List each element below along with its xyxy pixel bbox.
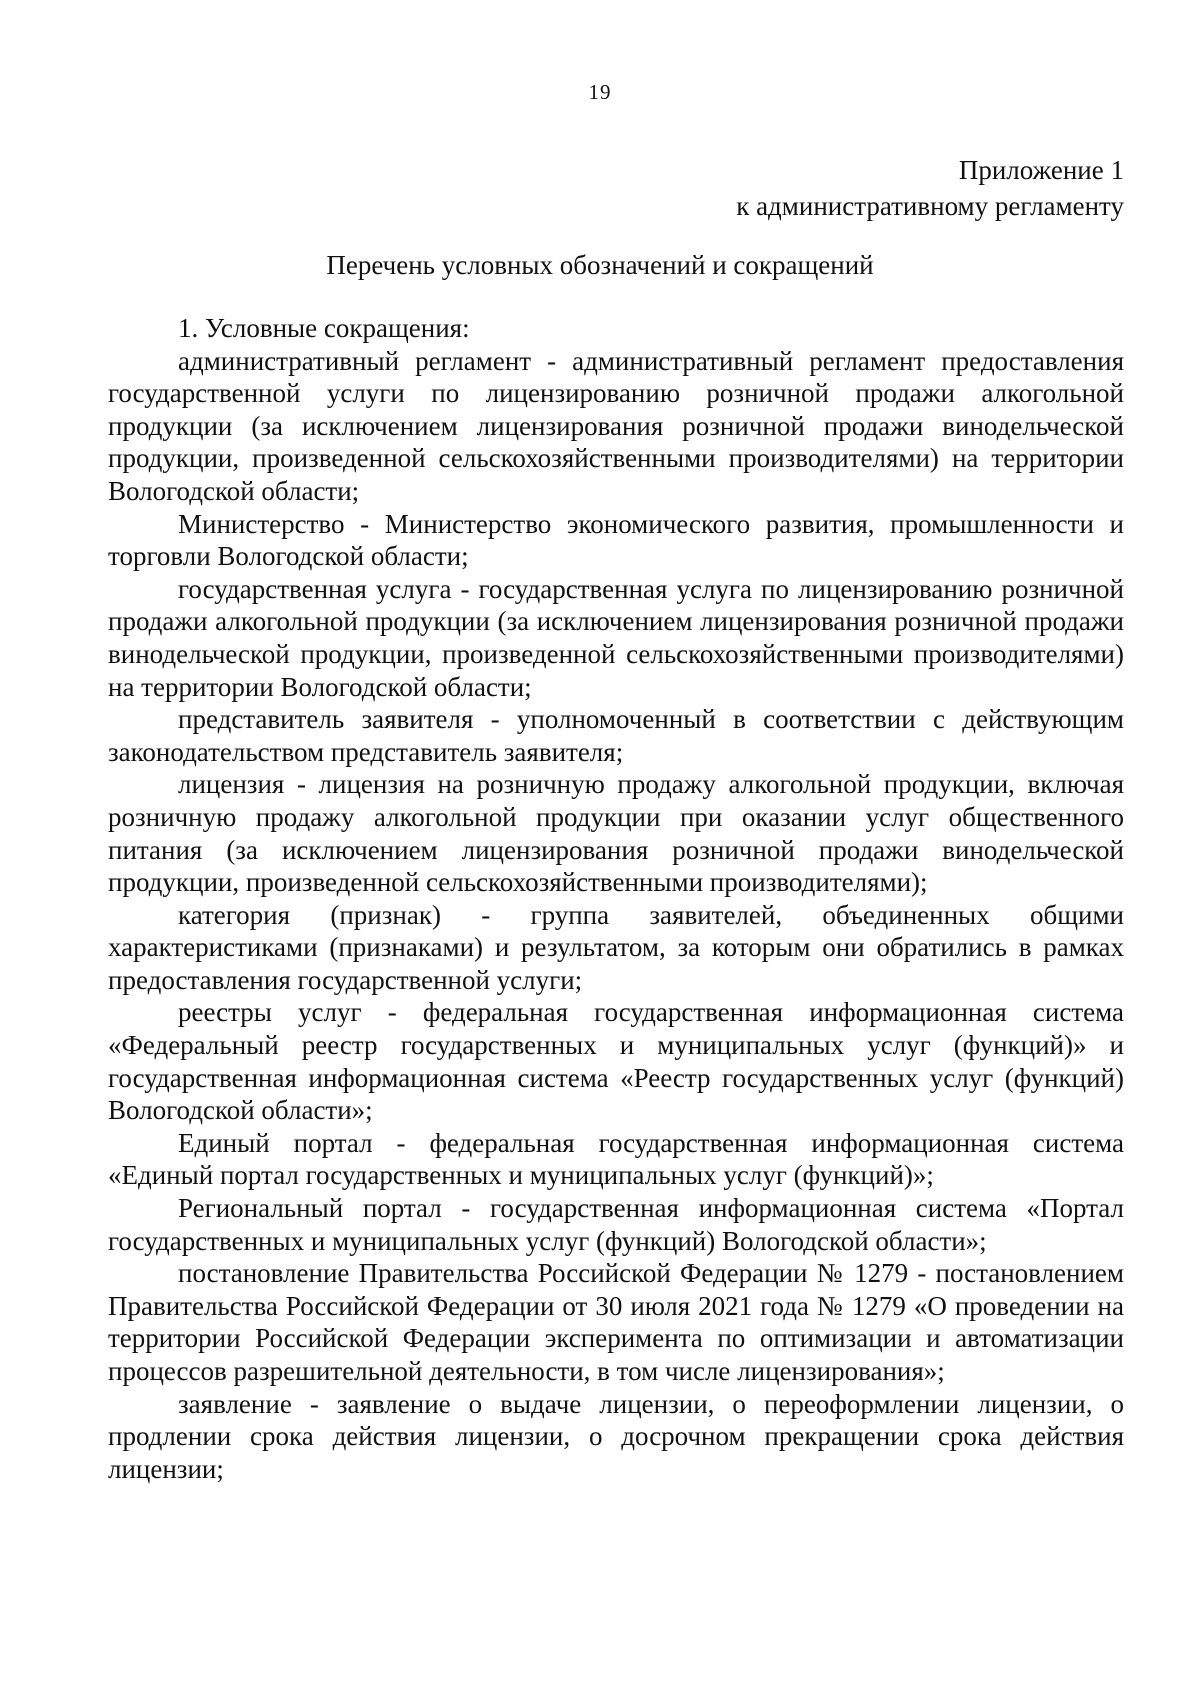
section-heading: 1. Условные сокращения: bbox=[178, 313, 470, 343]
definition-paragraph: Министерство - Министерство экономического развития, промышленности и торговли Вологодской области; bbox=[108, 508, 1124, 572]
definition-paragraph: заявление - заявление о выдаче лицензии, о переоформлении лицензии, о продлении срока действия лицензии, о досрочном прекращении срока действия лицензии; bbox=[108, 1388, 1124, 1484]
appendix-line-1: Приложение 1 bbox=[958, 155, 1124, 185]
definition-paragraph: государственная услуга - государственная услуга по лицензированию розничной продажи алкогольной продукции (за исключением лицензирования розничной продажи винодельческой продукции, произведенной сельскохозяйственными производителями) на территории Вологодской области; bbox=[108, 573, 1124, 702]
definition-paragraph: Единый портал - федеральная государственная информационная система «Единый портал государственных и муниципальных услуг (функций)»; bbox=[108, 1127, 1124, 1191]
appendix-header bbox=[736, 152, 1124, 224]
document-body bbox=[108, 312, 1124, 1485]
definition-paragraph: постановление Правительства Российской Федерации № 1279 - постановлением Правительства Российской Федерации от 30 июля 2021 года № 1279 «О проведении на территории Российской Федерации эксперимента по оптимизации и автоматизации процессов разрешительной деятельности, в том числе лицензирования»; bbox=[108, 1258, 1124, 1386]
definition-paragraph: Региональный портал - государственная информационная система «Портал государственных и муниципальных услуг (функций) Вологодской области»; bbox=[108, 1193, 1124, 1256]
page-number: 19 bbox=[588, 80, 612, 104]
definition-paragraph: административный регламент - административный регламент предоставления государственной услуги по лицензированию розничной продажи алкогольной продукции (за исключением лицензирования розничной продажи винодельческой продукции, произведенной сельскохозяйственными производителями) на территории Вологодской области; bbox=[108, 345, 1124, 506]
definition-paragraph: лицензия - лицензия на розничную продажу алкогольной продукции, включая розничную продажу алкогольной продукции при оказании услуг общественного питания (за исключением лицензирования розничной продажи винодельческой продукции, произведенной сельскохозяйственными производителями); bbox=[108, 769, 1124, 898]
definition-paragraph: реестры услуг - федеральная государственная информационная система «Федеральный реестр государственных и муниципальных услуг (функций)» и государственная информационная система «Реестр государственных услуг (функций) Вологодской области»; bbox=[108, 997, 1124, 1126]
appendix-line-2: к административному регламенту bbox=[736, 191, 1124, 221]
definition-paragraph: категория (признак) - группа заявителей, объединенных общими характеристиками (признаками) и результатом, за которым они обратились в рамках предоставления государственной услуги; bbox=[108, 899, 1124, 995]
document-title: Перечень условных обозначений и сокращений bbox=[326, 250, 874, 280]
definition-paragraph: представитель заявителя - уполномоченный в соответствии с действующим законодательством представитель заявителя; bbox=[108, 704, 1124, 767]
